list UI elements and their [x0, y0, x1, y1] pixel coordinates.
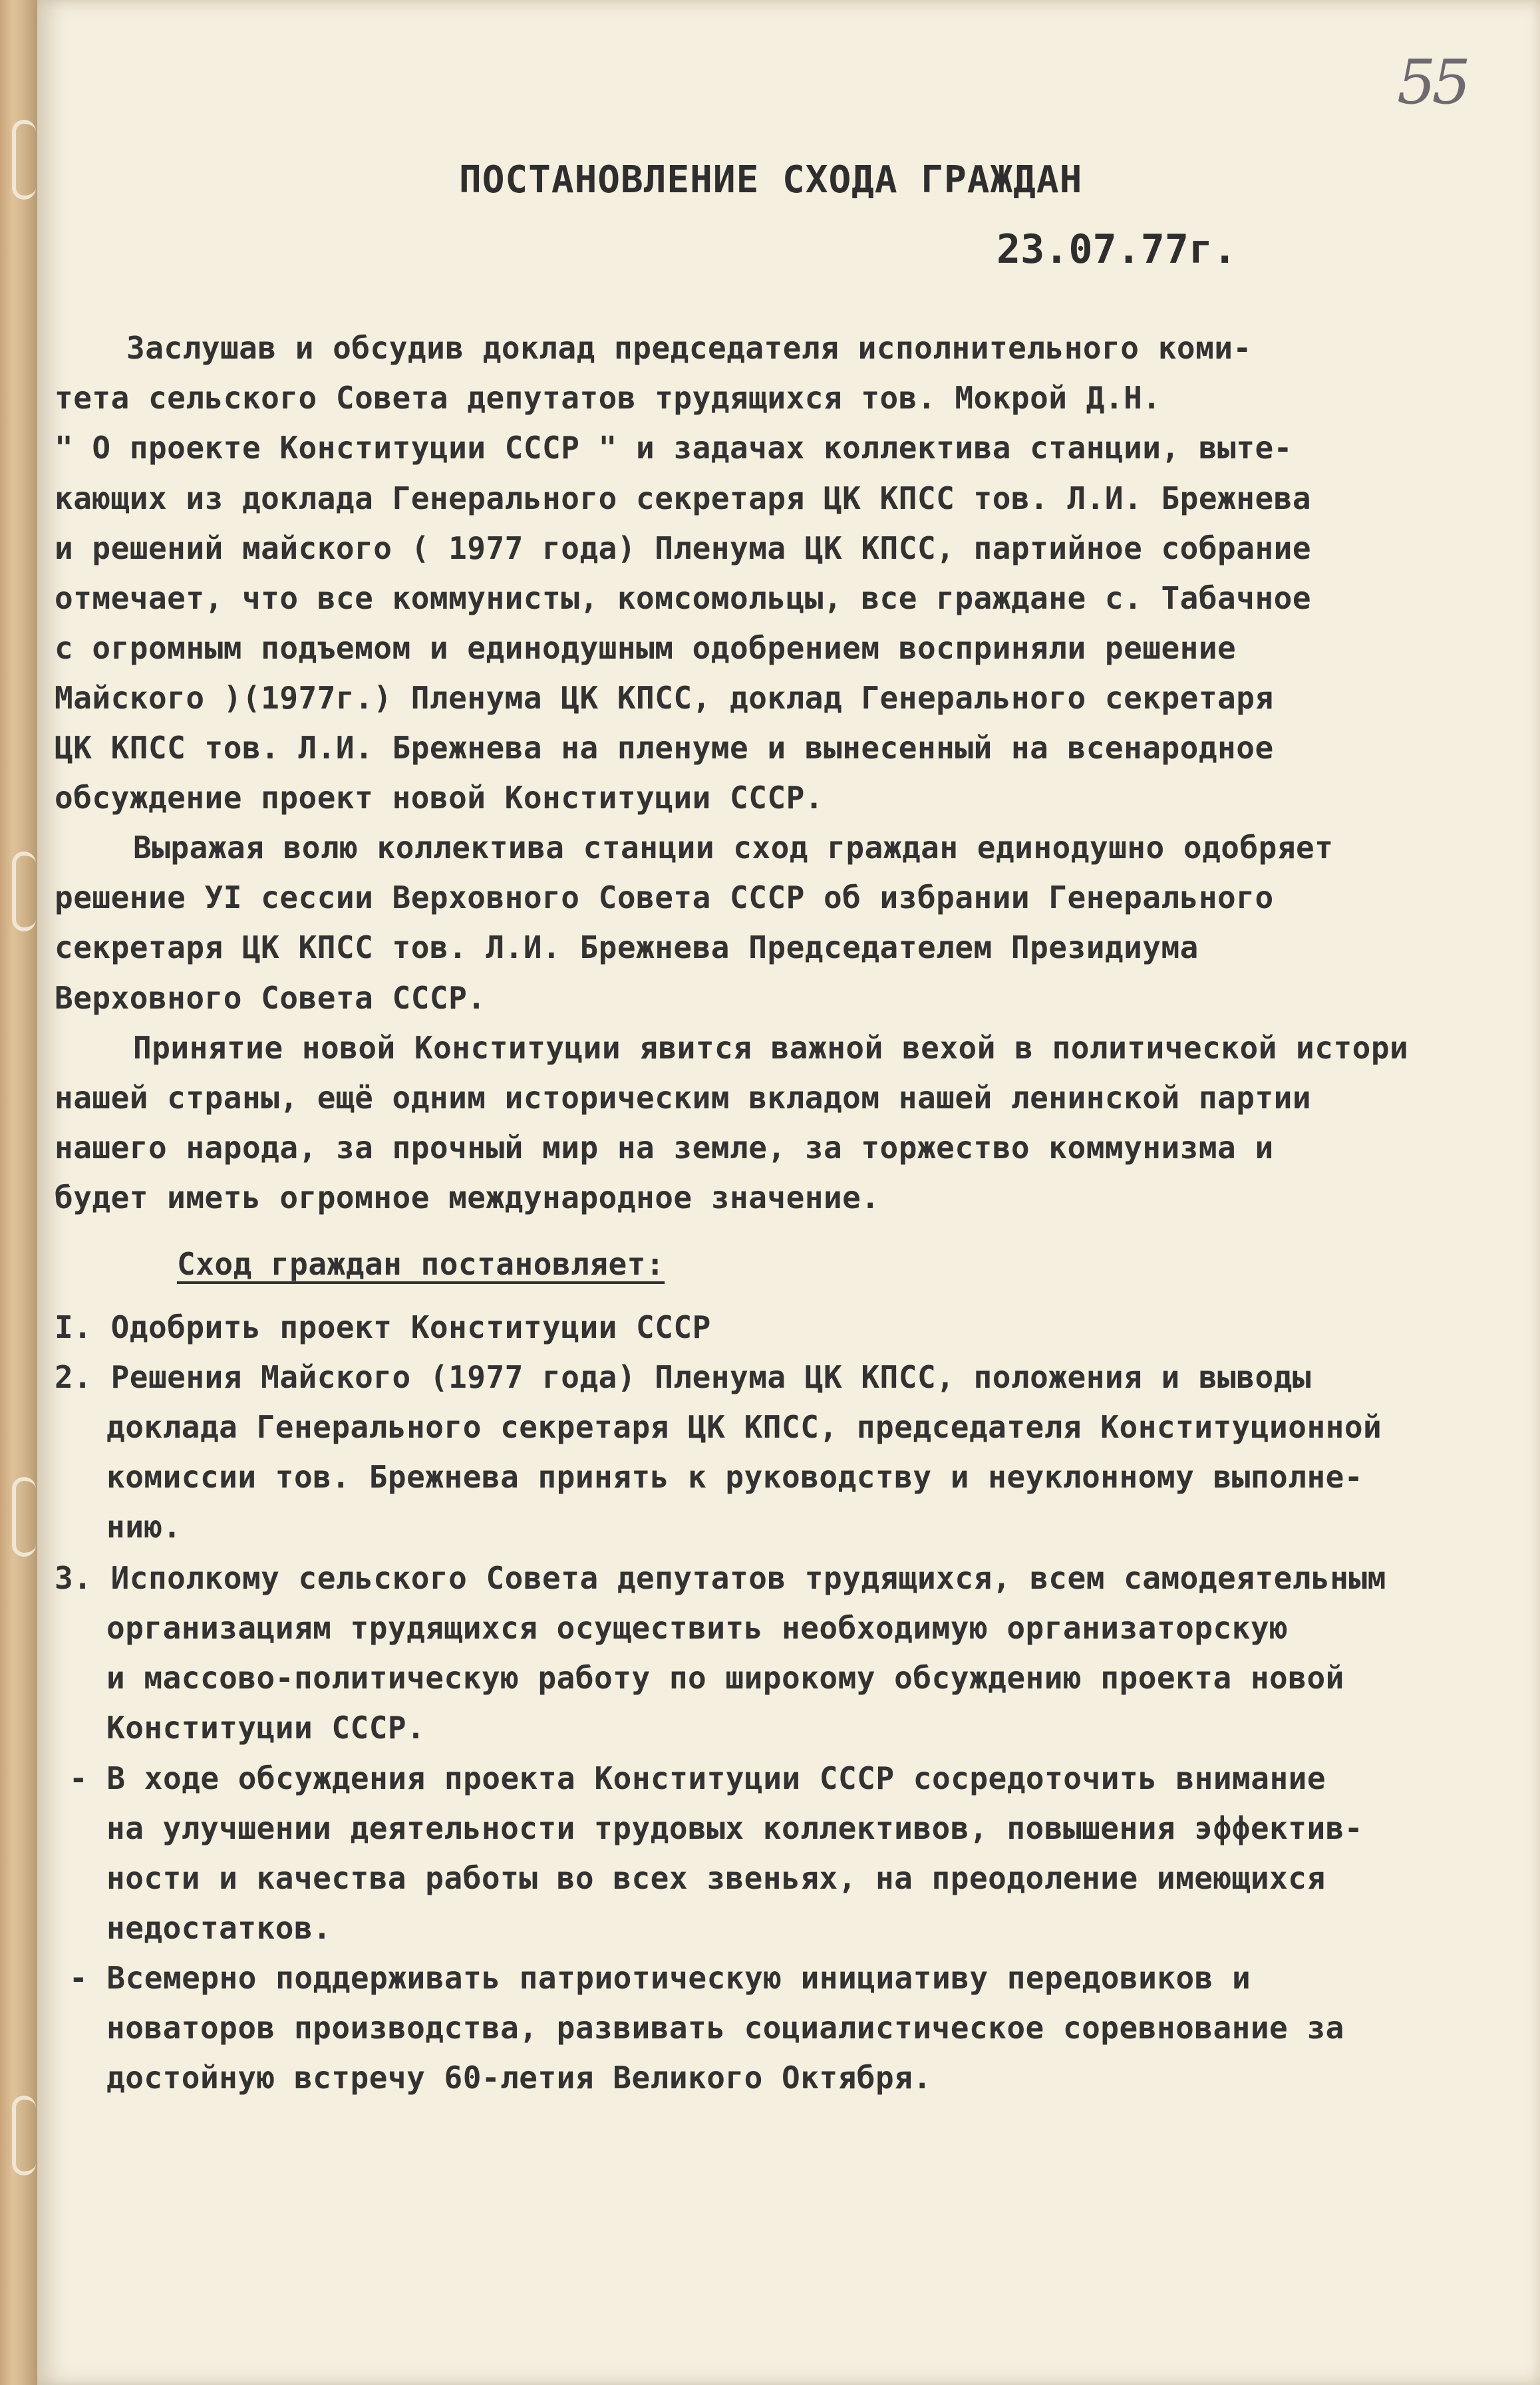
paragraph-1-line: обсуждение проект новой Конституции СССР. — [55, 780, 824, 816]
paragraph-1-line: кающих из доклада Генерального секретаря ЦК КПСС тов. Л.И. Брежнева — [55, 480, 1312, 516]
paragraph-2-line: секретаря ЦК КПСС тов. Л.И. Брежнева Председателем Президиума — [55, 929, 1199, 965]
paragraph-1-line: тета сельского Совета депутатов трудящихся тов. Мокрой Д.Н. — [55, 380, 1161, 416]
resolution-item-line: доклада Генерального секретаря ЦК КПСС, председателя Конституционной — [106, 1409, 1382, 1445]
paragraph-3-line: нашего народа, за прочный мир на земле, за торжество коммунизма и — [55, 1130, 1274, 1166]
paragraph-1-line: Заслушав и обсудив доклад председателя исполнительного коми- — [126, 330, 1252, 366]
resolution-item-line: 3. Исполкому сельского Совета депутатов трудящихся, всем самодеятельным — [55, 1560, 1386, 1596]
resolution-item-line: - Всемерно поддерживать патриотическую инициативу передовиков и — [69, 1960, 1251, 1996]
folio-number: 55 — [1397, 47, 1467, 118]
binding-string — [12, 120, 36, 200]
resolution-item-line: недостатков. — [106, 1910, 332, 1946]
binding-string — [12, 1477, 36, 1557]
binding-strip — [0, 0, 37, 2385]
binding-string — [12, 852, 36, 931]
paragraph-1-line: отмечает, что все коммунисты, комсомольцы, все граждане с. Табачное — [55, 580, 1312, 616]
paragraph-1-line: и решений майского ( 1977 года) Пленума ЦК КПСС, партийное собрание — [55, 530, 1312, 566]
resolution-item-line: I. Одобрить проект Конституции СССР — [55, 1309, 711, 1345]
resolution-item-line: новаторов производства, развивать социалистическое соревнование за — [106, 2010, 1344, 2046]
resolution-item-line: комиссии тов. Брежнева принять к руководству и неуклонному выполне- — [106, 1459, 1364, 1495]
resolution-item-line: организациям трудящихся осуществить необходимую организаторскую — [106, 1610, 1289, 1646]
resolution-heading: Сход граждан постановляет: — [177, 1246, 665, 1282]
paragraph-1-line: Майского )(1977г.) Пленума ЦК КПСС, доклад Генерального секретаря — [55, 680, 1274, 716]
document-date: 23.07.77г. — [997, 226, 1237, 273]
paragraph-2-line: Верховного Совета СССР. — [55, 980, 486, 1016]
paragraph-3-line: нашей страны, ещё одним историческим вкладом нашей ленинской партии — [55, 1080, 1312, 1116]
resolution-item-line: Конституции СССР. — [106, 1710, 426, 1746]
binding-string — [12, 2096, 36, 2175]
resolution-item-line: - В ходе обсуждения проекта Конституции СССР сосредоточить внимание — [69, 1760, 1326, 1796]
paragraph-2-line: решение УI сессии Верховного Совета СССР об избрании Генерального — [55, 879, 1274, 915]
resolution-item-line: достойную встречу 60-летия Великого Октября. — [106, 2060, 932, 2096]
document-title: ПОСТАНОВЛЕНИЕ СХОДА ГРАЖДАН — [459, 158, 1083, 202]
paragraph-3-line: Принятие новой Конституции явится важной вехой в политической истори — [133, 1030, 1409, 1066]
resolution-item-line: нию. — [106, 1509, 182, 1545]
resolution-item-line: ности и качества работы во всех звеньях, на преодоление имеющихся — [106, 1860, 1326, 1896]
paragraph-1-line: ЦК КПСС тов. Л.И. Брежнева на пленуме и вынесенный на всенародное — [55, 730, 1274, 766]
resolution-item-line: 2. Решения Майского (1977 года) Пленума ЦК КПСС, положения и выводы — [55, 1359, 1312, 1395]
paragraph-1-line: с огромным подъемом и единодушным одобрением восприняли решение — [55, 630, 1237, 666]
paragraph-2-line: Выражая волю коллектива станции сход граждан единодушно одобряет — [133, 830, 1334, 866]
paragraph-1-line: " О проекте Конституции СССР " и задачах коллектива станции, выте- — [55, 430, 1293, 466]
resolution-item-line: и массово-политическую работу по широкому обсуждению проекта новой — [106, 1660, 1344, 1696]
paragraph-3-line: будет иметь огромное международное значение. — [55, 1180, 880, 1215]
resolution-item-line: на улучшении деятельности трудовых коллективов, повышения эффектив- — [106, 1810, 1364, 1846]
